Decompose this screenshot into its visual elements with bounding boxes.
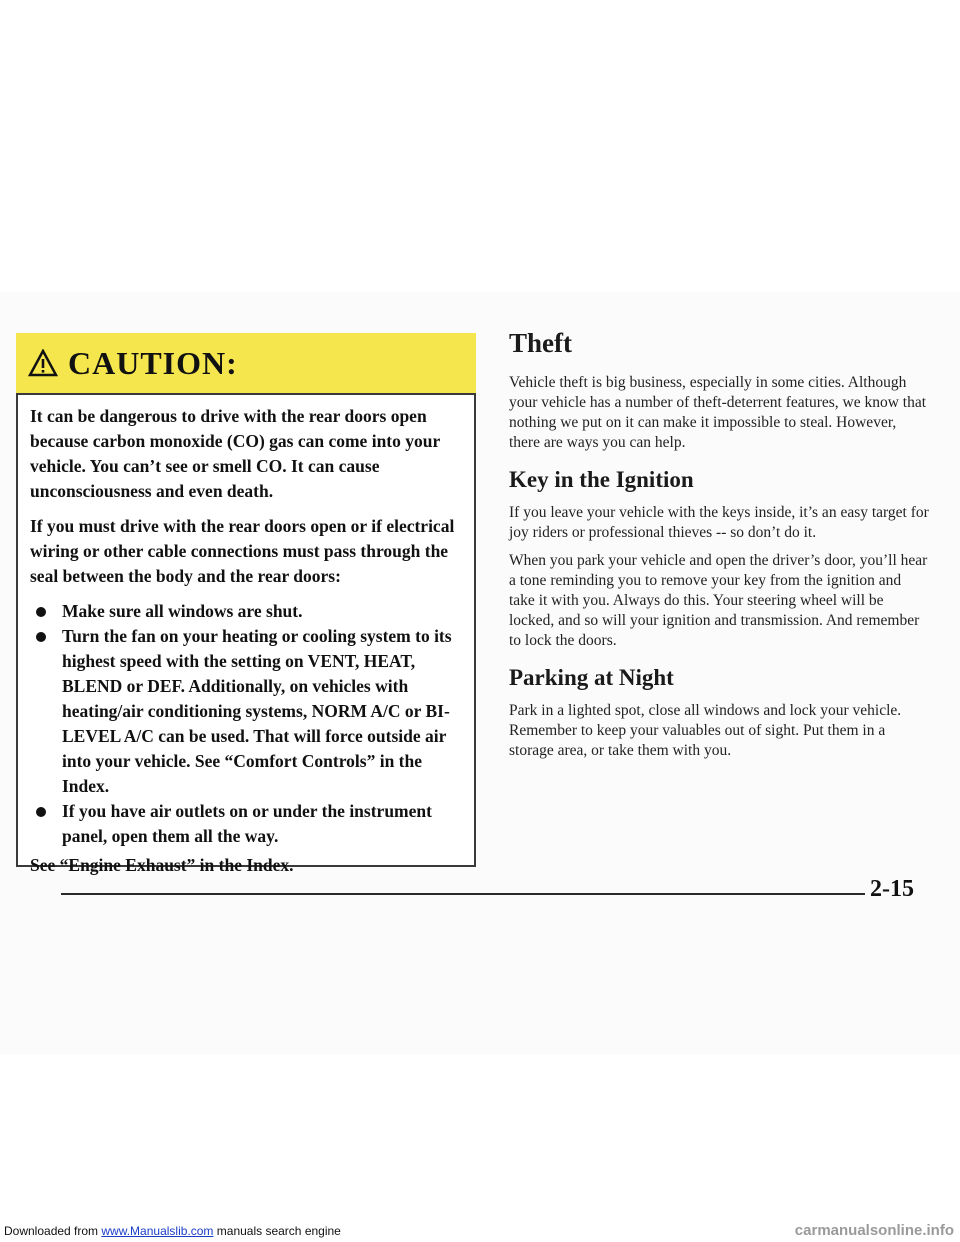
page-number: 2-15: [870, 876, 914, 902]
bullet-text: Turn the fan on your heating or cooling system to its highest speed with the setting on VENT, HEAT, BLEND or DEF. Additionally, on vehicles with heating/air conditioning systems, NORM A/C or BI-LEVEL A/C can be used. That will force outside air into your vehicle. See “Comfort Controls” in the Index.: [62, 626, 452, 796]
caution-body: [30, 404, 470, 888]
bullet-icon: [36, 632, 46, 642]
caution-paragraph-2: If you must drive with the rear doors open or if electrical wiring or other cable connections must pass through the seal between the body and the rear doors:: [30, 516, 455, 586]
caution-paragraph-1: It can be dangerous to drive with the rear doors open because carbon monoxide (CO) gas can come into your vehicle. You can’t see or smell CO. It can cause unconsciousness and even death.: [30, 406, 440, 501]
manualslib-link[interactable]: www.Manualslib.com: [101, 1224, 214, 1238]
right-column: [509, 328, 929, 769]
bullet-icon: [36, 607, 46, 617]
key-ignition-heading: Key in the Ignition: [509, 467, 694, 492]
caution-title: CAUTION:: [68, 344, 238, 381]
key-ignition-text-2: When you park your vehicle and open the driver’s door, you’ll hear a tone reminding you to remove your key from the ignition and take it with you. Always do this. Your steering wheel will be locked, and so will your ignition and transmission. And remember to lock the doors.: [509, 552, 928, 649]
download-footer: [4, 1224, 341, 1238]
warning-triangle-icon: [28, 349, 58, 377]
caution-footer: See “Engine Exhaust” in the Index.: [30, 855, 294, 875]
caution-bullet-list: [30, 599, 470, 849]
footer-rule: [61, 893, 865, 895]
bullet-icon: [36, 807, 46, 817]
bullet-text: If you have air outlets on or under the instrument panel, open them all the way.: [62, 801, 432, 846]
bullet-text: Make sure all windows are shut.: [62, 601, 303, 621]
theft-heading: Theft: [509, 328, 572, 358]
footer-suffix: manuals search engine: [213, 1224, 341, 1238]
caution-bullet-item: [30, 624, 470, 799]
key-ignition-text-1: If you leave your vehicle with the keys inside, it’s an easy target for joy riders or professional thieves -- so don’t do it.: [509, 504, 929, 541]
caution-bullet-item: [30, 799, 470, 849]
footer-prefix: Downloaded from: [4, 1224, 102, 1238]
theft-text: Vehicle theft is big business, especially in some cities. Although your vehicle has a number of theft-deterrent features, we know that nothing we put on it can make it impossible to steal. However, there are ways you can help.: [509, 374, 927, 451]
parking-heading: Parking at Night: [509, 665, 674, 690]
caution-header: [16, 333, 476, 395]
watermark: carmanualsonline.info: [794, 1222, 954, 1239]
caution-bullet-item: [30, 599, 470, 624]
parking-text: Park in a lighted spot, close all windows and lock your vehicle. Remember to keep your valuables out of sight. Put them in a storage area, or take them with you.: [509, 702, 902, 759]
